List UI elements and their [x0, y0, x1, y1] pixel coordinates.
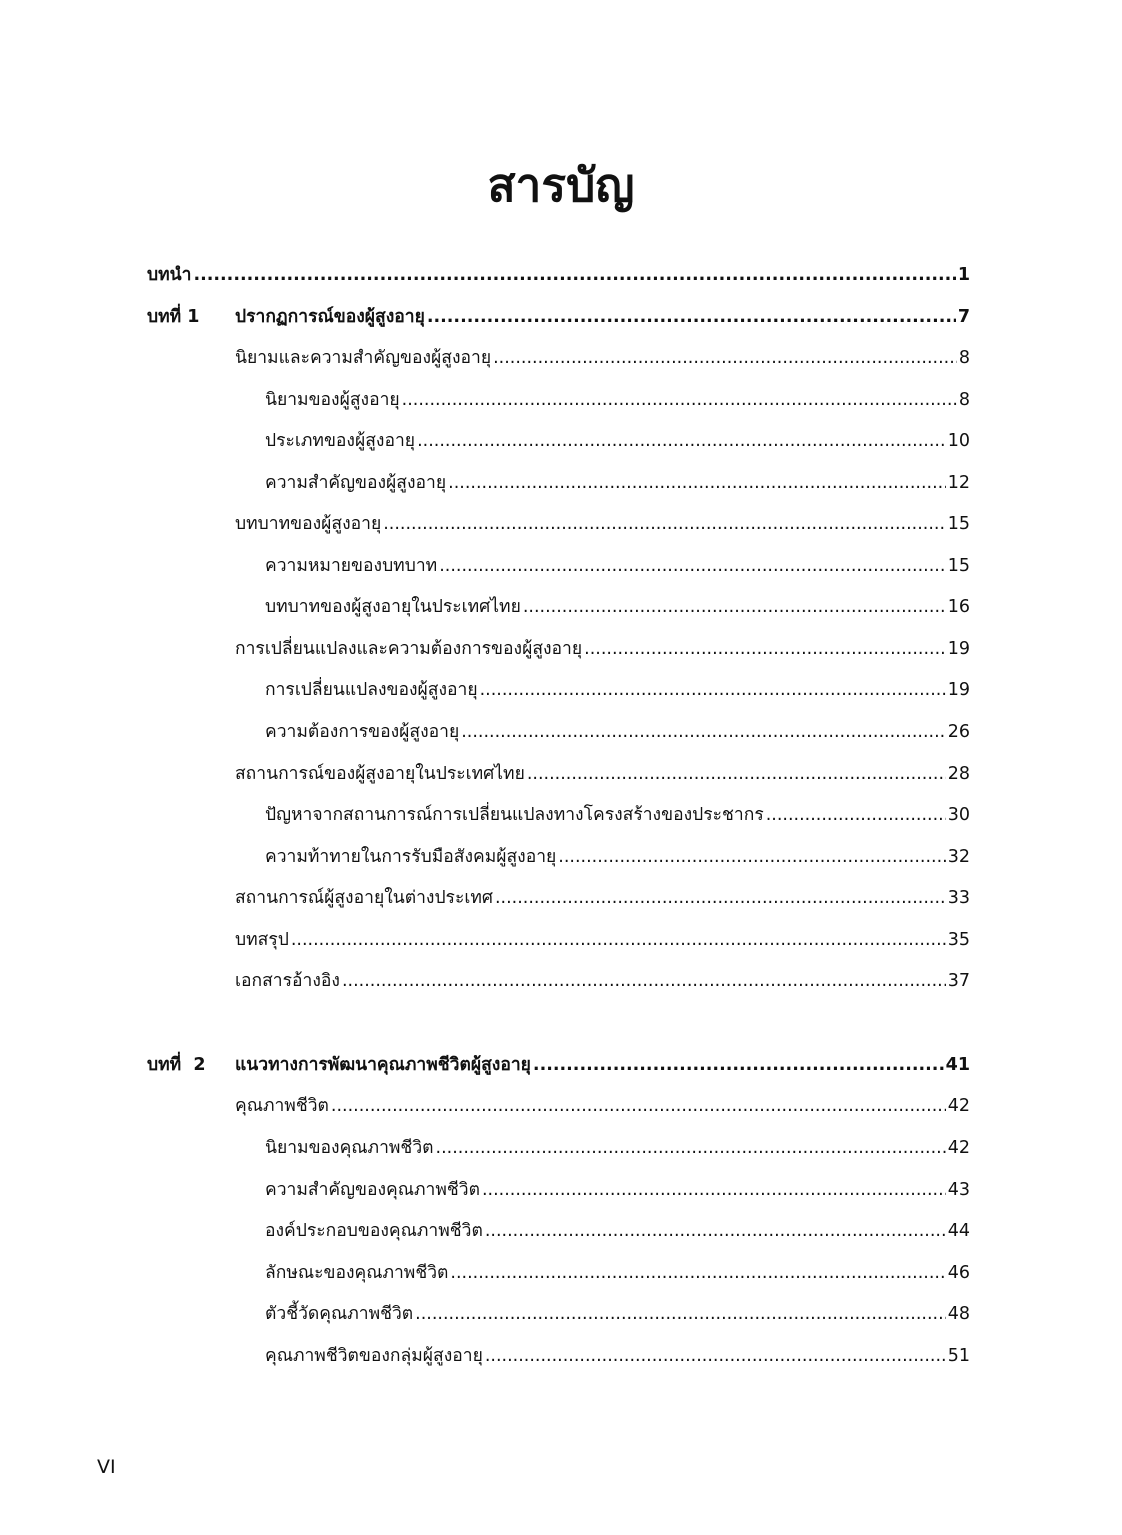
dot-leader — [436, 1136, 946, 1160]
dot-leader — [417, 429, 946, 453]
toc-row[interactable] — [0, 426, 1122, 456]
toc-entry-text: ความหมายของบทบาท — [265, 556, 438, 576]
toc-entry-text: ตัวชี้วัดคุณภาพชีวิต — [265, 1304, 414, 1324]
dot-leader — [766, 803, 946, 827]
toc-entry — [265, 1302, 970, 1326]
toc-row[interactable] — [0, 385, 1122, 415]
toc-entry — [235, 346, 970, 370]
toc-page-number: 42 — [947, 1096, 970, 1116]
chapter-title: แนวทางการพัฒนาคุณภาพชีวิตผู้สูงอายุ — [235, 1055, 531, 1075]
toc-page-number: 42 — [947, 1138, 970, 1158]
toc-entry-text: ลักษณะของคุณภาพชีวิต — [265, 1263, 449, 1283]
dot-leader — [558, 845, 945, 869]
toc-row[interactable] — [0, 717, 1122, 747]
toc-entry — [235, 1053, 970, 1077]
toc-row[interactable] — [0, 883, 1122, 913]
dot-leader — [448, 471, 946, 495]
toc-row[interactable] — [0, 925, 1122, 955]
toc-page-number: 46 — [947, 1263, 970, 1283]
toc-entry — [235, 305, 970, 329]
toc-page-number: 28 — [947, 764, 970, 784]
toc-entry-text: เอกสารอ้างอิง — [235, 971, 340, 991]
toc-entry-text: นิยามและความสำคัญของผู้สูงอายุ — [235, 348, 492, 368]
toc-entry — [235, 637, 970, 661]
toc-page-number: 43 — [947, 1180, 970, 1200]
toc-page-number: 10 — [947, 431, 970, 451]
toc-entry — [235, 1094, 970, 1118]
toc-row[interactable] — [0, 1341, 1122, 1371]
dot-leader — [584, 637, 946, 661]
toc-page-number: 15 — [947, 556, 970, 576]
toc-entry-text: สถานการณ์ผู้สูงอายุในต่างประเทศ — [235, 888, 493, 908]
toc-page-number: 12 — [947, 473, 970, 493]
dot-leader — [480, 678, 946, 702]
toc-entry-text: ปัญหาจากสถานการณ์การเปลี่ยนแปลงทางโครงสร้างของประชากร — [265, 805, 764, 825]
dot-leader — [439, 554, 946, 578]
toc-page-number: 8 — [958, 348, 970, 368]
toc-entry-text: บทสรุป — [235, 930, 289, 950]
toc-row-intro[interactable] — [0, 260, 1122, 290]
toc-entry — [265, 845, 970, 869]
chapter-title: ปรากฏการณ์ของผู้สูงอายุ — [235, 307, 425, 327]
toc-page-number: 1 — [957, 265, 970, 285]
dot-leader — [193, 263, 955, 287]
dot-leader — [461, 720, 945, 744]
page-title: สารบัญ — [487, 158, 635, 212]
toc-entry — [265, 720, 970, 744]
toc-entry — [265, 1344, 970, 1368]
toc-entry — [235, 886, 970, 910]
toc-row[interactable] — [0, 634, 1122, 664]
dot-leader — [527, 762, 946, 786]
toc-entry-text: สถานการณ์ของผู้สูงอายุในประเทศไทย — [235, 764, 525, 784]
dot-leader — [383, 512, 946, 536]
toc-entry — [265, 388, 970, 412]
toc-entry-text: ความสำคัญของผู้สูงอายุ — [265, 473, 447, 493]
toc-page-number: 8 — [958, 390, 970, 410]
page-number-footer: VI — [97, 1456, 116, 1478]
toc-row[interactable] — [0, 675, 1122, 705]
toc-entry-text: บทบาทของผู้สูงอายุ — [235, 514, 382, 534]
toc-entry-text: ความสำคัญของคุณภาพชีวิต — [265, 1180, 480, 1200]
toc-page-number: 16 — [947, 597, 970, 617]
toc-page-number: 32 — [947, 847, 970, 867]
toc-page-number: 44 — [947, 1221, 970, 1241]
chapter-label: บทที่ 2 — [147, 1055, 206, 1075]
toc-entry — [265, 803, 970, 827]
dot-leader — [427, 305, 956, 329]
toc-page-number: 41 — [945, 1055, 970, 1075]
dot-leader — [485, 1219, 946, 1243]
toc-row[interactable] — [0, 800, 1122, 830]
dot-leader — [482, 1178, 946, 1202]
dot-leader — [485, 1344, 946, 1368]
toc-row-chapter-2[interactable] — [0, 1050, 1122, 1080]
toc-page-number: 48 — [947, 1304, 970, 1324]
toc-row[interactable] — [0, 1258, 1122, 1288]
toc-entry-text: ความท้าทายในการรับมือสังคมผู้สูงอายุ — [265, 847, 557, 867]
toc-entry-text: คุณภาพชีวิต — [235, 1096, 329, 1116]
dot-leader — [493, 346, 957, 370]
toc-row[interactable] — [0, 551, 1122, 581]
dot-leader — [291, 928, 946, 952]
toc-row[interactable] — [0, 1133, 1122, 1163]
toc-row[interactable] — [0, 1175, 1122, 1205]
toc-entry — [265, 678, 970, 702]
toc-row[interactable] — [0, 468, 1122, 498]
toc-entry-text: นิยามของคุณภาพชีวิต — [265, 1138, 434, 1158]
toc-entry — [235, 512, 970, 536]
toc-page-number: 35 — [947, 930, 970, 950]
toc-entry-text: นิยามของผู้สูงอายุ — [265, 390, 400, 410]
toc-entry — [265, 1136, 970, 1160]
toc-entry — [235, 969, 970, 993]
toc-entry — [265, 554, 970, 578]
toc-entry — [147, 263, 970, 287]
toc-entry-text: บทนำ — [147, 265, 192, 285]
toc-row[interactable] — [0, 343, 1122, 373]
toc-entry — [265, 595, 970, 619]
toc-entry — [265, 1219, 970, 1243]
dot-leader — [523, 595, 946, 619]
dot-leader — [342, 969, 946, 993]
toc-page-number: 33 — [947, 888, 970, 908]
toc-entry-text: การเปลี่ยนแปลงและความต้องการของผู้สูงอายุ — [235, 639, 583, 659]
toc-entry-text: คุณภาพชีวิตของกลุ่มผู้สูงอายุ — [265, 1346, 483, 1366]
toc-page-number: 7 — [957, 307, 970, 327]
dot-leader — [331, 1094, 946, 1118]
dot-leader — [450, 1261, 945, 1285]
toc-entry — [265, 429, 970, 453]
toc-entry-text: องค์ประกอบของคุณภาพชีวิต — [265, 1221, 483, 1241]
toc-row[interactable] — [0, 842, 1122, 872]
toc-entry-text: ความต้องการของผู้สูงอายุ — [265, 722, 460, 742]
toc-row[interactable] — [0, 759, 1122, 789]
toc-page-number: 19 — [947, 639, 970, 659]
toc-row[interactable] — [0, 1091, 1122, 1121]
dot-leader — [415, 1302, 946, 1326]
toc-entry-text: ประเภทของผู้สูงอายุ — [265, 431, 416, 451]
toc-entry — [235, 928, 970, 952]
toc-row-chapter-1[interactable] — [0, 302, 1122, 332]
toc-entry-text: การเปลี่ยนแปลงของผู้สูงอายุ — [265, 680, 478, 700]
toc-row[interactable] — [0, 966, 1122, 996]
chapter-label: บทที่ 1 — [147, 307, 200, 327]
toc-row[interactable] — [0, 1299, 1122, 1329]
toc-row[interactable] — [0, 509, 1122, 539]
toc-page-number: 37 — [947, 971, 970, 991]
toc-entry — [235, 762, 970, 786]
toc-page-number: 30 — [947, 805, 970, 825]
toc-page-number: 19 — [947, 680, 970, 700]
toc-row[interactable] — [0, 1216, 1122, 1246]
toc-entry-text: บทบาทของผู้สูงอายุในประเทศไทย — [265, 597, 521, 617]
dot-leader — [495, 886, 946, 910]
toc-entry — [265, 471, 970, 495]
toc-row[interactable] — [0, 592, 1122, 622]
toc-page-number: 15 — [947, 514, 970, 534]
dot-leader — [533, 1053, 944, 1077]
toc-page-number: 26 — [947, 722, 970, 742]
toc-entry — [265, 1261, 970, 1285]
toc-entry — [265, 1178, 970, 1202]
toc-page-number: 51 — [947, 1346, 970, 1366]
dot-leader — [402, 388, 957, 412]
